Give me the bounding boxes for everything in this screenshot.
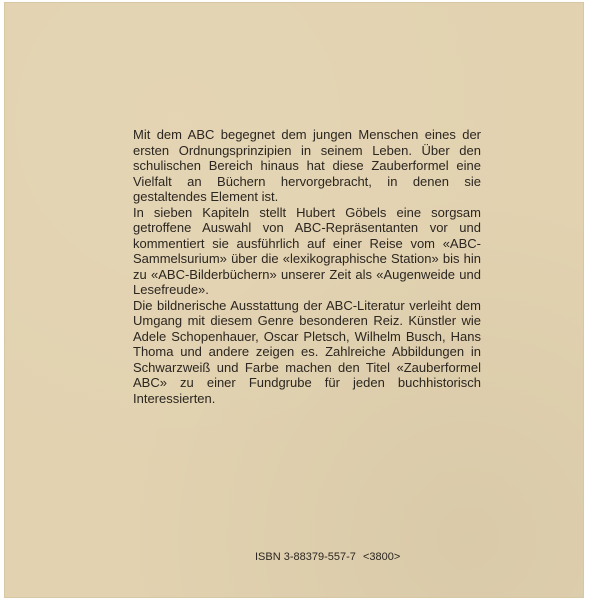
isbn-number: ISBN 3-88379-557-7 bbox=[255, 551, 356, 563]
blurb-paragraph-2: In sieben Kapiteln stellt Hubert Göbels eine sorgsam getroffene Auswahl von ABC-Repräsentanten vor und kommentiert sie ausführlich auf einer Reise vom «ABC-Sammelsurium» über die «lexikographische Station» bis hin zu «ABC-Bilderbüchern» unserer Zeit als «Augenweide und Lesefreude». bbox=[133, 204, 481, 297]
blurb-paragraph-3: Die bildnerische Ausstattung der ABC-Literatur verleiht dem Umgang mit diesem Genre besonderen Reiz. Künstler wie Adele Schopenhauer, Oscar Pletsch, Wilhelm Busch, Hans Thoma und andere zeigen es. Zahlreiche Abbildungen in Schwarzweiß und Farbe machen den Titel «Zauberformel ABC» zu einer Fundgrube für jeden buchhistorisch Interessierten. bbox=[133, 297, 481, 406]
price-code: <3800> bbox=[362, 551, 401, 563]
blurb-paragraph-1: Mit dem ABC begegnet dem jungen Menschen eines der ersten Ordnungsprinzipien in seinem Leben. Über den schulischen Bereich hinaus hat diese Zauberformel eine Vielfalt an Büchern hervorgebracht, in denen sie gestaltendes Element ist. bbox=[133, 127, 481, 204]
book-back-cover bbox=[4, 2, 584, 598]
blurb-text bbox=[133, 127, 481, 406]
isbn-line bbox=[255, 551, 404, 563]
